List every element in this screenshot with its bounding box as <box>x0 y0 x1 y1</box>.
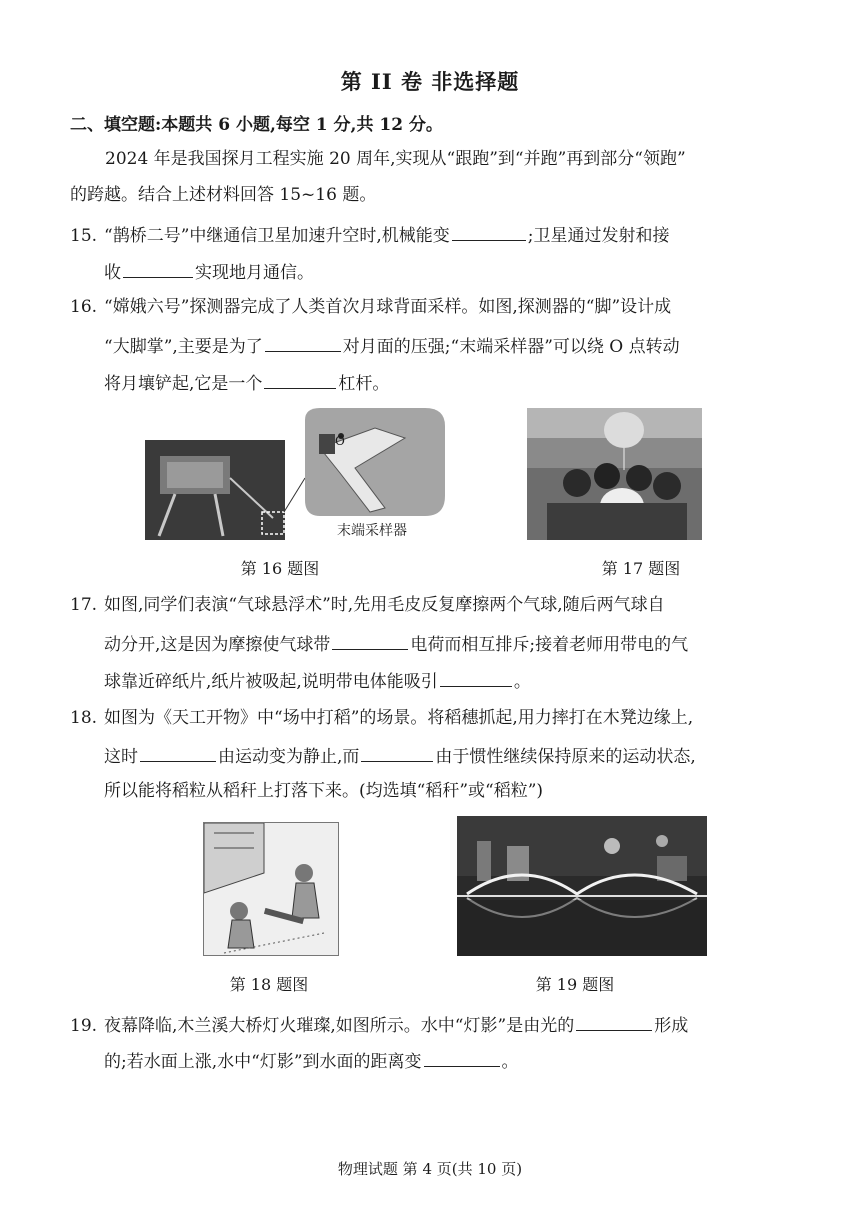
pivot-point-label: O <box>335 434 345 448</box>
intro-line-2: 的跨越。结合上述材料回答 15~16 题。 <box>70 185 377 205</box>
question-text: “大脚掌”,主要是为了 <box>104 337 263 357</box>
question-number: 18. <box>70 708 98 728</box>
question-number: 19. <box>70 1016 98 1036</box>
question-text: 如图,同学们表演“气球悬浮术”时,先用毛皮反复摩擦两个气球,随后两气球自 <box>104 595 665 615</box>
question-text: 的;若水面上涨,水中“灯影”到水面的距离变 <box>104 1052 422 1072</box>
figure-17 <box>527 408 702 540</box>
question-18-line-2 <box>104 743 696 768</box>
question-17-line-3 <box>104 668 531 693</box>
question-text: 由运动变为静止,而 <box>218 747 360 767</box>
answer-blank[interactable] <box>265 333 341 352</box>
answer-blank[interactable] <box>361 743 433 762</box>
figure-18 <box>203 822 339 956</box>
question-text: “嫦娥六号”探测器完成了人类首次月球背面采样。如图,探测器的“脚”设计成 <box>104 297 672 317</box>
question-text: 。 <box>501 1052 519 1072</box>
page-footer: 物理试题 第 4 页(共 10 页) <box>337 1160 523 1178</box>
answer-blank[interactable] <box>332 631 408 650</box>
question-17-line-1 <box>70 594 665 616</box>
figure-16-caption: 第 16 题图 <box>240 559 320 578</box>
question-text: 电荷而相互排斥;接着老师用带电的气 <box>410 635 689 655</box>
figure-19 <box>457 816 707 956</box>
question-18-line-3 <box>104 780 543 802</box>
question-text: 这时 <box>104 747 138 767</box>
question-text: 杠杆。 <box>338 374 390 394</box>
question-16-line-3 <box>104 370 389 395</box>
answer-blank[interactable] <box>424 1048 500 1067</box>
question-text: 将月壤铲起,它是一个 <box>104 374 263 394</box>
question-number: 17. <box>70 595 98 615</box>
answer-blank[interactable] <box>452 222 526 241</box>
question-17-line-2 <box>104 631 688 656</box>
question-text: 形成 <box>654 1016 689 1036</box>
figure-19-caption: 第 19 题图 <box>535 975 615 994</box>
figure-17-caption: 第 17 题图 <box>601 559 681 578</box>
question-text: 实现地月通信。 <box>195 263 314 283</box>
question-text: 球靠近碎纸片,纸片被吸起,说明带电体能吸引 <box>104 672 438 692</box>
question-text: 由于惯性继续保持原来的运动状态, <box>435 747 696 767</box>
question-15-line-1 <box>70 222 670 247</box>
question-text: “鹊桥二号”中继通信卫星加速升空时,机械能变 <box>104 226 450 246</box>
answer-blank[interactable] <box>140 743 216 762</box>
question-text: 如图为《天工开物》中“场中打稻”的场景。将稻穗抓起,用力摔打在木凳边缘上, <box>104 708 694 728</box>
question-number: 15. <box>70 226 98 246</box>
question-text: 收 <box>104 263 121 283</box>
question-16-line-2 <box>104 333 680 358</box>
sampler-label: 末端采样器 <box>337 523 407 539</box>
question-text: 所以能将稻粒从稻秆上打落下来。(均选填“稻秆”或“稻粒”) <box>104 781 544 801</box>
question-19-line-2 <box>104 1048 519 1073</box>
figure-16 <box>145 408 445 540</box>
question-number: 16. <box>70 297 98 317</box>
question-18-line-1 <box>70 707 693 729</box>
page-title: 第 II 卷 非选择题 <box>340 69 520 94</box>
balloon-photo <box>527 408 702 540</box>
intro-line-1: 2024 年是我国探月工程实施 20 周年,实现从“跟跑”到“并跑”再到部分“领跑” <box>105 149 686 169</box>
answer-blank[interactable] <box>576 1012 652 1031</box>
answer-blank[interactable] <box>123 259 193 278</box>
question-text: 动分开,这是因为摩擦使气球带 <box>104 635 331 655</box>
figure-18-caption: 第 18 题图 <box>229 975 309 994</box>
answer-blank[interactable] <box>440 668 512 687</box>
question-text: 夜幕降临,木兰溪大桥灯火璀璨,如图所示。水中“灯影”是由光的 <box>104 1016 575 1036</box>
question-text: ;卫星通过发射和接 <box>527 226 670 246</box>
answer-blank[interactable] <box>264 370 336 389</box>
question-19-line-1 <box>70 1012 688 1037</box>
bridge-night-photo <box>457 816 707 956</box>
section-heading: 二、填空题:本题共 6 小题,每空 1 分,共 12 分。 <box>70 115 443 135</box>
question-text: 。 <box>513 672 531 692</box>
question-16-line-1 <box>70 296 671 318</box>
question-15-line-2 <box>104 259 314 284</box>
threshing-woodcut <box>204 823 338 955</box>
question-text: 对月面的压强;“末端采样器”可以绕 O 点转动 <box>342 337 680 357</box>
